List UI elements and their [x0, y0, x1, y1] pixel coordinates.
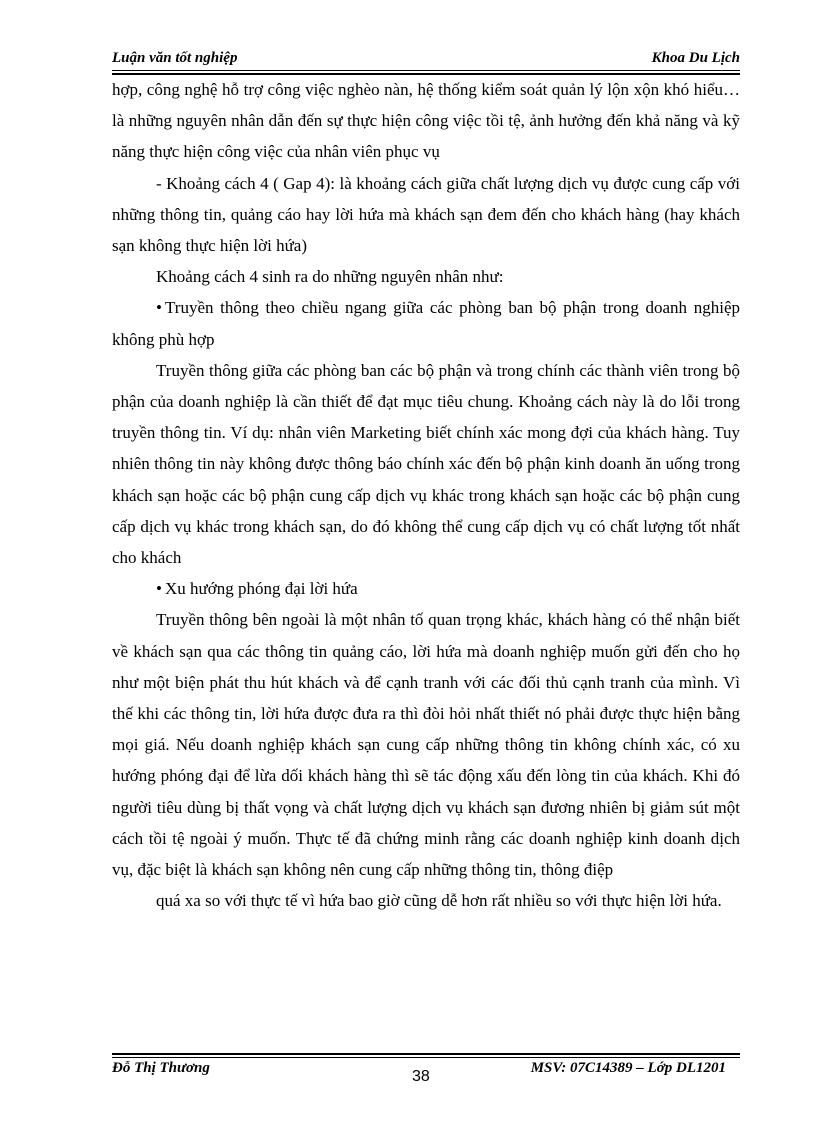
footer-rule-thick	[112, 1053, 740, 1055]
bullet-item-horizontal-communication	[112, 292, 740, 354]
page-number: 38	[412, 1068, 430, 1085]
header-faculty: Khoa Du Lịch	[651, 50, 740, 66]
bullet-icon: •	[156, 298, 162, 318]
paragraph-gap4-causes-intro: Khoảng cách 4 sinh ra do những nguyên nhân như:	[156, 267, 504, 287]
header-rule-thin	[112, 70, 740, 71]
page-header	[112, 48, 740, 70]
bullet-text: Truyền thông theo chiều ngang giữa các phòng ban bộ phận trong doanh nghiệp không phù hợp	[112, 298, 740, 349]
paragraph-continuation: hợp, công nghệ hỗ trợ công việc nghèo nàn, hệ thống kiểm soát quản lý lộn xộn khó hiểu… là những nguyên nhân dẫn đến sự thực hiện công việc tồi tệ, ảnh hưởng đến khả năng và kỹ năng thực hiện công việc của nhân viên phục vụ	[112, 80, 740, 162]
paragraph-internal-communication: Truyền thông giữa các phòng ban các bộ phận và trong chính các thành viên trong bộ phận của doanh nghiệp là cần thiết để đạt mục tiêu chung. Khoảng cách này là do lỗi trong truyền thông tin. Ví dụ: nhân viên Marketing biết chính xác mong đợi của khách hàng. Tuy nhiên thông tin này không được thông báo chính xác đến bộ phận kinh doanh ăn uống trong khách sạn hoặc các bộ phận cung cấp dịch vụ khác trong khách sạn hoặc các bộ phận cung cấp dịch vụ khác trong khách sạn, do đó không thể cung cấp dịch vụ có chất lượng tốt nhất cho khách	[112, 360, 740, 568]
paragraph-promise-conclusion: quá xa so với thực tế vì hứa bao giờ cũng dễ hơn rất nhiều so với thực hiện lời hứa.	[156, 891, 722, 911]
bullet-icon: •	[156, 579, 162, 599]
paragraph-gap4-definition: - Khoảng cách 4 ( Gap 4): là khoảng cách giữa chất lượng dịch vụ được cung cấp với những thông tin, quảng cáo hay lời hứa mà khách sạn đem đến cho khách hàng (hay khách sạn không thực hiện lời hứa)	[112, 173, 740, 256]
paragraph-external-communication: Truyền thông bên ngoài là một nhân tố quan trọng khác, khách hàng có thể nhận biết về khách sạn qua các thông tin quảng cáo, lời hứa mà doanh nghiệp muốn gửi đến cho họ như một biện phát thu hút khách và để cạnh tranh với các đối thủ cạnh tranh của mình. Vì thế khi các thông tin, lời hứa được đưa ra thì đòi hỏi nhất thiết nó phải được thực hiện bằng mọi giá. Nếu doanh nghiệp khách sạn cung cấp những thông tin không chính xác, có xu hướng phóng đại để lừa dối khách hàng thì sẽ tác động xấu đến lòng tin của khách. Khi đó người tiêu dùng bị thất vọng và chất lượng dịch vụ khách sạn đương nhiên bị giảm sút một cách tồi tệ ngoài ý muốn. Thực tế đã chứng minh rằng các doanh nghiệp kinh doanh dịch vụ, đặc biệt là khách sạn không nên cung cấp những thông tin, thông điệp	[112, 610, 740, 880]
page-footer	[112, 1058, 740, 1088]
header-thesis-title: Luận văn tốt nghiệp	[112, 50, 238, 66]
page-body	[112, 74, 740, 916]
bullet-item-exaggerated-promises	[112, 573, 740, 604]
footer-author: Đỗ Thị Thương	[112, 1060, 210, 1076]
bullet-text: Xu hướng phóng đại lời hứa	[165, 579, 358, 599]
footer-student-info: MSV: 07C14389 – Lớp DL1201	[530, 1060, 726, 1076]
